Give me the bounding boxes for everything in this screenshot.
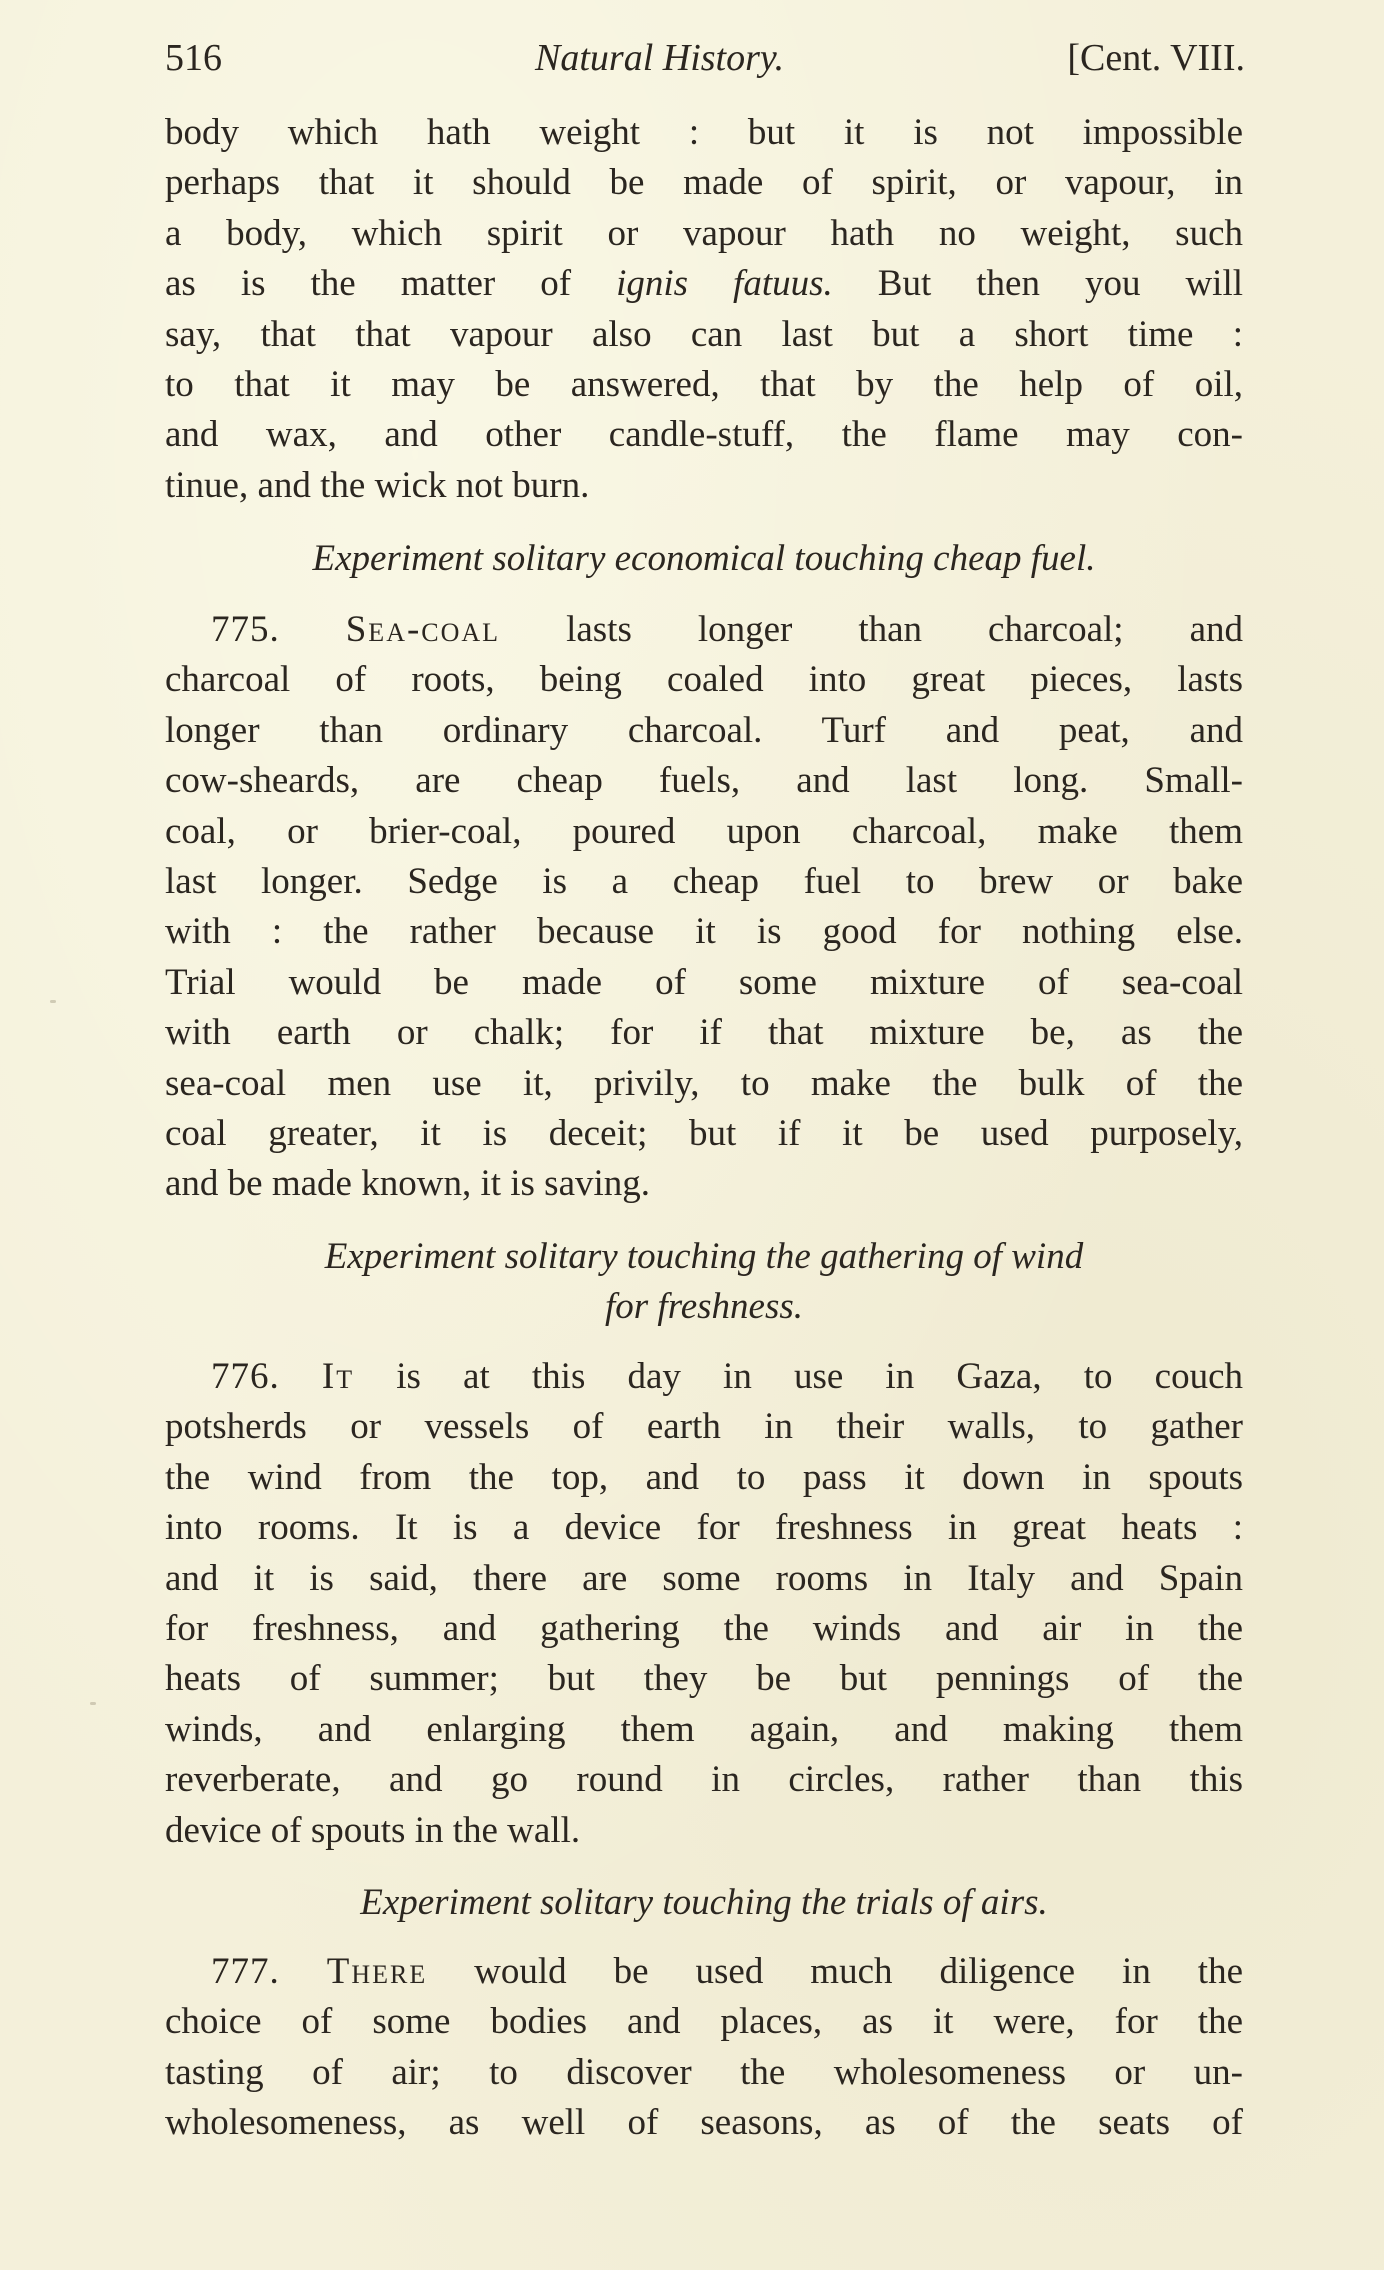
section-marker: [Cent. VIII. (1067, 37, 1245, 79)
text-line: longer than ordinary charcoal. Turf and peat, and (165, 709, 1243, 751)
lead-word: There (326, 1951, 428, 1992)
text-line: body which hath weight : but it is not impossible (165, 112, 1243, 153)
section-heading: Experiment solitary economical touching cheap fuel. (312, 538, 1096, 579)
text-line: for freshness, and gathering the winds and air in the (165, 1607, 1243, 1649)
paragraph-number: 777. (211, 1951, 280, 1992)
text-line: with : the rather because it is good for nothing else. (165, 911, 1243, 953)
paragraph-number: 775. (211, 609, 280, 650)
text-line: the wind from the top, and to pass it down in spouts (165, 1456, 1243, 1498)
section-heading: Experiment solitary touching the gathering of wind for freshness. (324, 1236, 1084, 1328)
text-line: 777. There would be used much diligence in the (211, 1951, 1243, 1992)
paper-speck (50, 1000, 56, 1003)
text-line: say, that that vapour also can last but a short time : (165, 313, 1243, 355)
text-line: and it is said, there are some rooms in Italy and Spain (165, 1557, 1243, 1599)
text-line: into rooms. It is a device for freshness in great heats : (165, 1507, 1243, 1549)
text-line: device of spouts in the wall. (165, 1809, 581, 1851)
text-line: with earth or chalk; for if that mixture be, as the (165, 1012, 1243, 1054)
text-line: to that it may be answered, that by the help of oil, (165, 363, 1243, 405)
text-line: wholesomeness, as well of seasons, as of the seats of (165, 2102, 1243, 2144)
italic-phrase: ignis fatuus. (616, 263, 833, 305)
text-line: last longer. Sedge is a cheap fuel to brew or bake (165, 860, 1243, 902)
continuation-paragraph (165, 108, 1243, 511)
lead-word: It (321, 1356, 355, 1397)
lead-word: Sea-coal (345, 609, 501, 650)
text-line: perhaps that it should be made of spirit, or vapour, in (165, 162, 1243, 204)
text-line: Trial would be made of some mixture of sea-coal (165, 961, 1243, 1003)
paragraph-777 (165, 1947, 1243, 2149)
text-line: sea-coal men use it, privily, to make the bulk of the (165, 1062, 1243, 1104)
text-line: tinue, and the wick not burn. (165, 464, 590, 506)
text-line: choice of some bodies and places, as it were, for the (165, 2001, 1243, 2043)
paragraph-number: 776. (211, 1356, 280, 1397)
text-line: coal greater, it is deceit; but if it be used purposely, (165, 1112, 1243, 1154)
text-line: and wax, and other candle-stuff, the flame may con- (165, 414, 1243, 456)
text-line: 775. Sea-coal lasts longer than charcoal; and (211, 609, 1243, 650)
text-line: winds, and enlarging them again, and making them (165, 1708, 1243, 1750)
running-header (165, 36, 1245, 86)
paragraph-776 (165, 1352, 1243, 1856)
paper-speck (90, 1702, 96, 1705)
text-line: reverberate, and go round in circles, rather than this (165, 1759, 1243, 1801)
section-heading: Experiment solitary touching the trials of airs. (360, 1882, 1048, 1923)
text-line: tasting of air; to discover the wholesomeness or un- (165, 2051, 1243, 2093)
text-line: coal, or brier-coal, poured upon charcoal, make them (165, 810, 1243, 852)
text-line: charcoal of roots, being coaled into great pieces, lasts (165, 659, 1243, 701)
page-number: 516 (165, 37, 222, 79)
text-line: as is the matter of ignis fatuus. But then you will (165, 263, 1244, 305)
text-line: potsherds or vessels of earth in their walls, to gather (165, 1406, 1243, 1448)
text-line: and be made known, it is saving. (165, 1163, 651, 1205)
text-line: heats of summer; but they be but pennings of the (165, 1658, 1243, 1700)
text-line: cow-sheards, are cheap fuels, and last long. Small- (165, 760, 1243, 802)
paragraph-775 (165, 605, 1243, 1210)
running-title: Natural History. (535, 37, 785, 79)
text-line: 776. It is at this day in use in Gaza, to couch (211, 1356, 1243, 1397)
text-line: a body, which spirit or vapour hath no weight, such (165, 212, 1243, 254)
